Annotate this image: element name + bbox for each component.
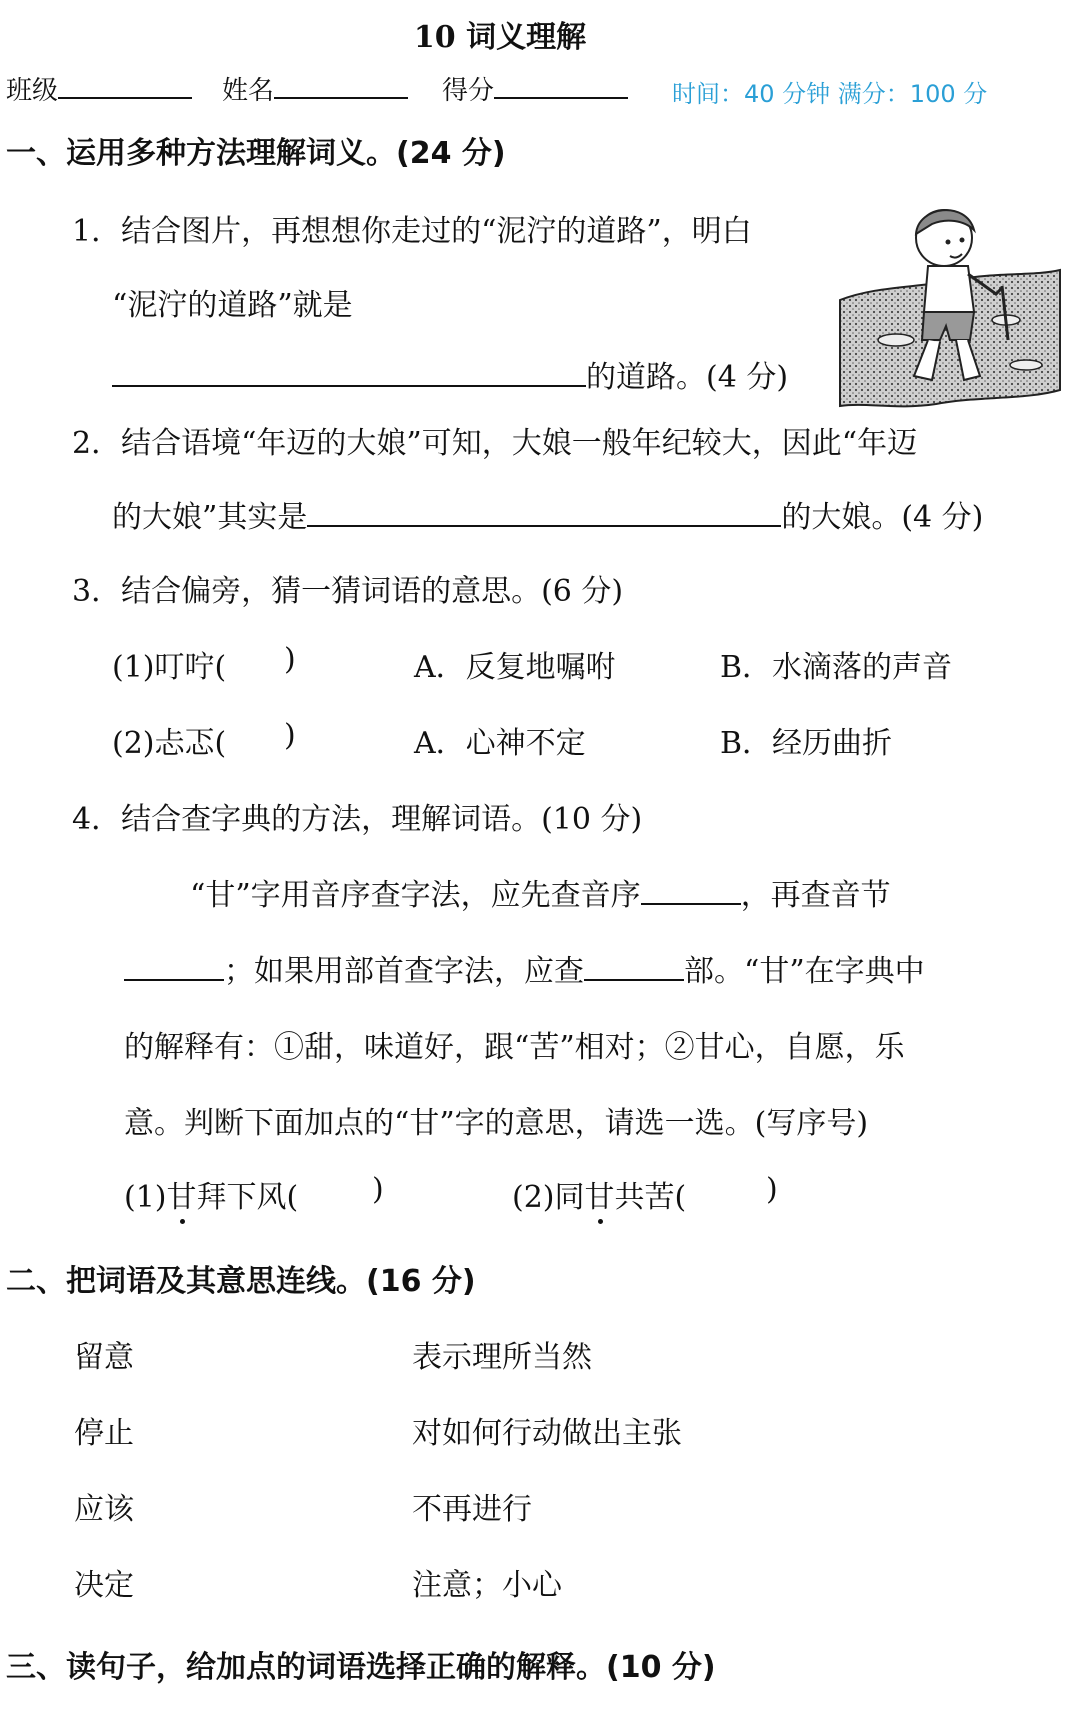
- name-blank[interactable]: [274, 73, 408, 99]
- match-meaning-1[interactable]: 表示理所当然: [412, 1340, 592, 1375]
- q3-item1-option-b: B．水滴落的声音: [720, 650, 953, 685]
- q4-syllable-blank[interactable]: [124, 949, 224, 981]
- q2-suffix: 的大娘。(4 分): [781, 500, 984, 535]
- match-word-2[interactable]: 停止: [74, 1416, 134, 1451]
- match-meaning-4[interactable]: 注意；小心: [412, 1568, 562, 1603]
- q3-item1-answer[interactable]: ): [284, 642, 296, 677]
- q4-sub2-dotted-char: 甘: [585, 1172, 615, 1216]
- q4-para1: [190, 870, 891, 914]
- score-label: 得分: [442, 76, 495, 106]
- q4-p2-b: 部。“甘”在字典中: [684, 954, 925, 989]
- class-label: 班级: [6, 76, 59, 106]
- match-meaning-3[interactable]: 不再进行: [412, 1492, 532, 1527]
- score-blank[interactable]: [494, 73, 628, 99]
- q1-line1: 1．结合图片，再想想你走过的“泥泞的道路”，明白: [72, 214, 752, 249]
- muddy-road-illustration: [836, 190, 1062, 412]
- q2-line2: [112, 492, 983, 536]
- q3-item2-option-a: A．心神不定: [414, 726, 586, 761]
- name-field: [222, 70, 408, 107]
- q4-sub1-dotted-char: 甘: [167, 1172, 197, 1216]
- section2-heading: 二、把词语及其意思连线。(16 分): [6, 1264, 476, 1299]
- time-score-info: 时间：40 分钟 满分：100 分: [672, 80, 988, 108]
- match-word-1[interactable]: 留意: [74, 1340, 134, 1375]
- q4-initial-blank[interactable]: [641, 873, 741, 905]
- class-field: [6, 70, 192, 107]
- q1-suffix: 的道路。(4 分): [586, 360, 789, 395]
- q3-item2-option-b: B．经历曲折: [720, 726, 893, 761]
- section3-heading: 三、读句子，给加点的词语选择正确的解释。(10 分): [6, 1650, 716, 1685]
- q3-item2-word: (2)忐忑(: [112, 726, 227, 761]
- q1-answer-blank[interactable]: [112, 355, 586, 387]
- q4-stem: 4．结合查字典的方法，理解词语。(10 分): [72, 802, 643, 837]
- q4-p1-a: “甘”字用音序查字法，应先查音序: [190, 878, 641, 913]
- q3-stem: 3．结合偏旁，猜一猜词语的意思。(6 分): [72, 574, 624, 609]
- q2-prefix: 的大娘”其实是: [112, 500, 308, 535]
- q3-item2-answer[interactable]: ): [284, 718, 296, 753]
- q4-sub2: [512, 1172, 686, 1216]
- section1-heading: 一、运用多种方法理解词义。(24 分): [6, 136, 506, 171]
- q4-sub1-prefix: (1): [124, 1180, 167, 1215]
- q4-sub2-rest: 共苦(: [614, 1180, 687, 1215]
- class-blank[interactable]: [58, 73, 192, 99]
- q4-radical-blank[interactable]: [584, 949, 684, 981]
- q4-sub2-prefix: (2)同: [512, 1180, 585, 1215]
- q4-sub2-answer[interactable]: ): [766, 1172, 778, 1207]
- match-word-3[interactable]: 应该: [74, 1492, 134, 1527]
- q2-line1: 2．结合语境“年迈的大娘”可知，大娘一般年纪较大，因此“年迈: [72, 426, 918, 461]
- q4-p2-a: ；如果用部首查字法，应查: [224, 954, 584, 989]
- q4-sub1-answer[interactable]: ): [372, 1172, 384, 1207]
- page-title: 10 词义理解: [413, 20, 587, 55]
- score-field: [442, 70, 628, 107]
- name-label: 姓名: [222, 76, 275, 106]
- q4-para4: 意。判断下面加点的“甘”字的意思，请选一选。(写序号): [124, 1106, 869, 1141]
- q1-line3: [112, 352, 788, 396]
- q4-para2: [124, 946, 925, 990]
- match-meaning-2[interactable]: 对如何行动做出主张: [412, 1416, 682, 1451]
- q2-answer-blank[interactable]: [307, 495, 781, 527]
- q3-item1-option-a: A．反复地嘱咐: [414, 650, 616, 685]
- q3-item1-word: (1)叮咛(: [112, 650, 227, 685]
- q4-para3: 的解释有：①甜，味道好，跟“苦”相对；②甘心，自愿，乐: [124, 1030, 905, 1065]
- q4-sub1: [124, 1172, 298, 1216]
- q4-sub1-rest: 拜下风(: [196, 1180, 299, 1215]
- match-word-4[interactable]: 决定: [74, 1568, 134, 1603]
- q4-p1-b: ，再查音节: [740, 878, 891, 913]
- q1-line2: “泥泞的道路”就是: [112, 288, 353, 323]
